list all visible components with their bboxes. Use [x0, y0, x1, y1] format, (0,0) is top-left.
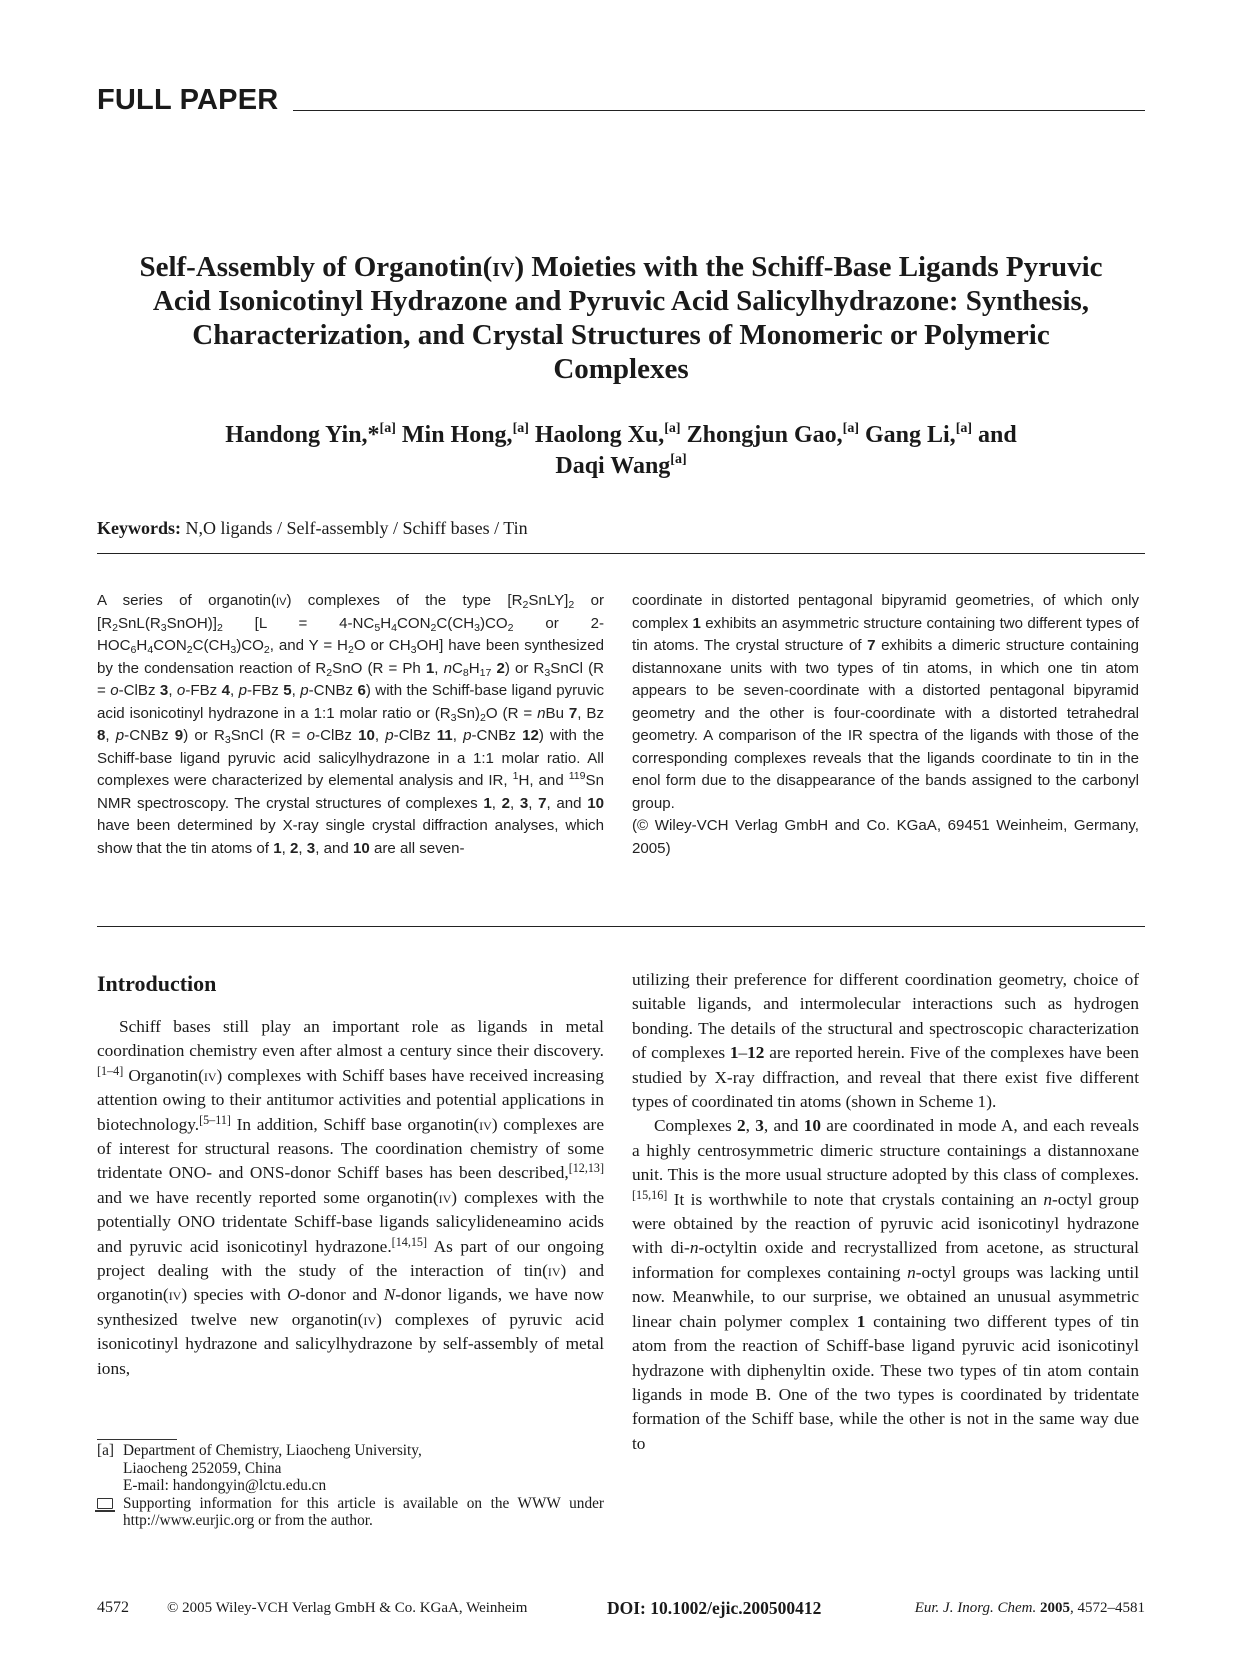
page-footer	[97, 1596, 1145, 1620]
title-line-1: Self-Assembly of Organotin(iv) Moieties with the Schiff-Base Ligands Pyruvic	[139, 251, 1103, 283]
introduction-paragraph: Complexes 2, 3, and 10 are coordinated in mode A, and each reveals a highly centrosymmetric dimeric structure containings a distannoxane unit. This is the more usual structure adopted by this class of complexes.[15,16] It is worthwhile to note that crystals containing an n-octyl group were obtained by the reaction of pyruvic acid isonicotinyl hydrazone with di-n-octyltin oxide and recrystallized from acetone, as structural information for complexes containing n-octyl groups was lacking until now. Meanwhile, to our surprise, we obtained an unusual asymmetric linear chain polymer complex 1 containing two different types of tin atom from the reaction of Schiff-base ligand pyruvic acid isonicotinyl hydrazone with diphenyltin oxide. These two types of tin atom contain ligands in mode B. One of the two types is coordinated by tridentate formation of the Schiff base, while the other is not in the same way due to	[632, 1116, 1140, 1453]
author-name: Haolong Xu,	[534, 422, 665, 448]
abstract-bottom-rule	[97, 926, 1145, 927]
header-rule	[293, 110, 1145, 111]
affiliation-email: E-mail: handongyin@lctu.edu.cn	[123, 1477, 327, 1494]
supporting-info-footnote	[97, 1495, 604, 1530]
title-line-4: Complexes	[553, 353, 689, 385]
article-title	[97, 250, 1145, 386]
affiliation-mark: [a]	[664, 421, 681, 436]
footer-copyright: © 2005 Wiley-VCH Verlag GmbH & Co. KGaA, Weinheim	[167, 1600, 528, 1616]
affiliation-address: Liaocheng 252059, China	[123, 1459, 282, 1477]
author-name: Handong Yin,*	[225, 422, 380, 448]
introduction-paragraph: utilizing their preference for different coordination geometry, choice of suitable ligands, and intermolecular interactions such as hydrogen bonding. The details of the structural and spectroscopic characterization of complexes 1–12 are reported herein. Five of the complexes have been studied by X-ray diffraction, and reveal that there exist five different types of coordinated tin atoms (shown in Scheme 1).	[632, 970, 1139, 1112]
computer-icon	[97, 1498, 113, 1509]
abstract-top-rule	[97, 553, 1145, 554]
author-name: Gang Li,	[864, 422, 956, 448]
abstract-right-text: coordinate in distorted pentagonal bipyramid geometries, of which only complex 1 exhibits an asymmetric structure containing two different types of tin atoms. The crystal structure of 7 exhibits a dimeric structure containing distannoxane units with two types of tin atoms, in which one tin atom appears to be seven-coordinate with a distorted pentagonal bipyramid geometry and the other is four-coordinate with a distorted tetrahedral geometry. A comparison of the IR spectra of the ligands with those of the corresponding complexes reveals that the ligands coordinate to tin in the enol form due to the disappearance of the bands assigned to the carbonyl group.	[632, 592, 1139, 812]
affiliation-mark: [a]	[379, 421, 396, 436]
title-line-3: Characterization, and Crystal Structures of Monomeric or Polymeric	[192, 319, 1050, 351]
abstract-copyright: (© Wiley-VCH Verlag GmbH and Co. KGaA, 69451 Weinheim, Germany, 2005)	[632, 817, 1139, 857]
author-list	[97, 420, 1145, 482]
author-conjunction: and	[978, 422, 1017, 448]
journal-name: Eur. J. Inorg. Chem.	[914, 1600, 1037, 1616]
introduction-right-column	[632, 968, 1139, 1456]
footer-journal	[915, 1596, 1145, 1620]
affiliation-mark: [a]	[842, 421, 859, 436]
keywords-text: N,O ligands / Self-assembly / Schiff bases / Tin	[185, 518, 528, 538]
journal-year: 2005	[1040, 1600, 1070, 1616]
introduction-left-column	[97, 1015, 604, 1381]
footer-doi: DOI: 10.1002/ejic.200500412	[607, 1598, 822, 1618]
footnote-rule	[97, 1439, 177, 1440]
author-name: Zhongjun Gao,	[686, 422, 843, 448]
journal-pages: , 4572–4581	[1070, 1600, 1145, 1616]
author-name: Min Hong,	[401, 422, 513, 448]
introduction-paragraph: Schiff bases still play an important role as ligands in metal coordination chemistry even after almost a century since their discovery.[1–4] Organotin(iv) complexes with Schiff bases have received increasing attention owing to their antitumor activities and potential applications in biotechnology.[5–11] In addition, Schiff base organotin(iv) complexes are of interest for structural reasons. The coordination chemistry of some tridentate ONO- and ONS-donor Schiff bases has been described,[12,13] and we have recently reported some organotin(iv) complexes with the potentially ONO tridentate Schiff-base ligands salicylideneamino acids and pyruvic acid isonicotinyl hydrazone.[14,15] As part of our ongoing project dealing with the study of the interaction of tin(iv) and organotin(iv) species with O-donor and N-donor ligands, we have now synthesized twelve new organotin(iv) complexes of pyruvic acid isonicotinyl hydrazone and salicylhydrazone by self-assembly of metal ions,	[97, 1017, 604, 1378]
affiliation-footnote	[97, 1442, 604, 1495]
affiliation-mark: [a]	[955, 421, 973, 436]
keywords-label: Keywords:	[97, 518, 181, 538]
supporting-info-text: Supporting information for this article is available on the WWW under http://www.eurjic.org or from the author.	[123, 1494, 604, 1529]
introduction-heading: Introduction	[97, 971, 217, 996]
affiliation-mark: [a]	[512, 421, 529, 436]
abstract-left-column: A series of organotin(iv) complexes of the type $[R_2SnLY]_2$ or $[R_2SnL(R_3SnOH)]_2$ [$L = 4-NC_5H_4CON_2C(CH_3)CO_2$ or $2-HOC_6H_4CON_2C(CH_3)CO_2$, and $Y = H_2O$ or $CH_3OH$] have been synthesized by the condensation reaction of $R_2SnO$ (R = Ph 1, $nC_8H_{17}$ 2) or $R_3SnCl$ (R = o-ClBz 3, o-FBz 4, p-FBz 5, p-CNBz 6) with the Schiff-base ligand pyruvic acid isonicotinyl hydrazone in a 1:1 molar ratio or $(R_3Sn)_2O$ (R = nBu 7, Bz 8, p-CNBz 9) or $R_3SnCl$ (R = o-ClBz 10, p-ClBz 11, p-CNBz 12) with the Schiff-base ligand pyruvic acid salicylhydrazone in a 1:1 molar ratio. All complexes were characterized by elemental analysis and IR, $^1$H, and $^{119}$Sn NMR spectroscopy. The crystal structures of complexes 1, 2, 3, 7, and 10 have been determined by X-ray single crystal diffraction analyses, which show that the tin atoms of 1, 2, 3, and 10 are all seven-	[97, 592, 605, 857]
affiliation-mark: [a]	[670, 452, 687, 467]
abstract-right-column	[632, 590, 1139, 860]
section-header	[97, 80, 1145, 120]
title-line-2: Acid Isonicotinyl Hydrazone and Pyruvic Acid Salicylhydrazone: Synthesis,	[152, 285, 1090, 317]
footnote-mark: [a]	[97, 1442, 114, 1459]
keywords	[97, 516, 528, 540]
page-number: 4572	[97, 1599, 129, 1616]
footnotes	[97, 1442, 604, 1530]
affiliation-department: Department of Chemistry, Liaocheng University,	[123, 1442, 422, 1459]
header-label: FULL PAPER	[97, 84, 279, 116]
author-name: Daqi Wang	[555, 453, 671, 479]
